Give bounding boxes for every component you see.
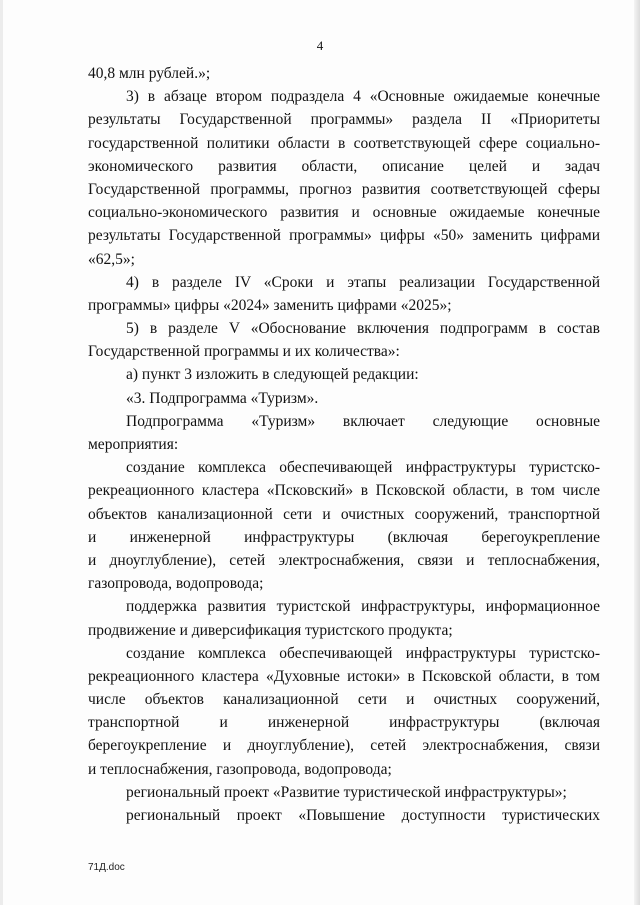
- text-line: транспортной и инженерной инфраструктуры (включая: [88, 714, 600, 732]
- text-line: 40,8 млн рублей.»;: [88, 65, 211, 82]
- text-line: рекреационного кластера «Псковский» в Псковской области, в том числе: [88, 482, 600, 500]
- text-line: мероприятия:: [88, 436, 179, 453]
- text-line: и теплоснабжения, газопровода, водопровода;: [88, 760, 392, 778]
- text-line: 5) в разделе V «Обоснование включения подпрограмм в состав: [126, 320, 600, 338]
- text-line: 4) в разделе IV «Сроки и этапы реализации Государственной: [126, 273, 600, 291]
- text-line: Государственной программы и их количества»:: [88, 343, 400, 361]
- text-line: государственной политики области в соответствующей сфере социально-: [88, 134, 600, 152]
- footer-filename: 71Д.doc: [88, 862, 125, 873]
- scan-edge-right: [634, 0, 640, 905]
- text-line: объектов канализационной сети и очистных сооружений, транспортной: [88, 505, 600, 523]
- text-line: «62,5»;: [88, 250, 135, 268]
- text-line: поддержка развития туристской инфраструктуры, информационное: [126, 598, 600, 616]
- paragraph: [88, 595, 600, 641]
- text-line: региональный проект «Повышение доступности туристических: [126, 807, 600, 824]
- text-line: рекреационного кластера «Духовные истоки» в Псковской области, в том: [88, 667, 600, 685]
- text-line: 3) в абзаце втором подраздела 4 «Основные ожидаемые конечные: [126, 88, 600, 106]
- text-line: результаты Государственной программы» раздела II «Приоритеты: [88, 111, 600, 129]
- text-line: продвижение и диверсификация туристского продукта;: [88, 621, 453, 639]
- paragraph: [88, 781, 600, 804]
- text-line: а) пункт 3 изложить в следующей редакции:: [126, 366, 419, 384]
- text-line: региональный проект «Развитие туристической инфраструктуры»;: [126, 783, 567, 801]
- text-line: результаты Государственной программы» цифры «50» заменить цифрами: [88, 227, 600, 245]
- document-body: [88, 62, 600, 827]
- text-line: создание комплекса обеспечивающей инфраструктуры туристско-: [126, 459, 600, 477]
- page-number: 4: [316, 38, 324, 53]
- text-line: социально-экономического развития и основные ожидаемые конечные: [88, 204, 600, 222]
- paragraph: [88, 85, 600, 271]
- paragraph: [88, 62, 600, 85]
- text-line: и инженерной инфраструктуры (включая берегоукрепление: [88, 528, 600, 546]
- text-line: числе объектов канализационной сети и очистных сооружений,: [88, 691, 600, 709]
- paragraph: [88, 804, 600, 827]
- paragraph: [88, 271, 600, 317]
- paragraph: [88, 456, 600, 595]
- paragraph: [88, 387, 600, 410]
- text-line: газопровода, водопровода;: [88, 575, 264, 593]
- text-line: программы» цифры «2024» заменить цифрами «2025»;: [88, 296, 452, 314]
- text-line: берегоукрепление и дноуглубление), сетей электроснабжения, связи: [88, 737, 600, 755]
- paragraph: [88, 410, 600, 456]
- text-line: создание комплекса обеспечивающей инфраструктуры туристско-: [126, 644, 600, 662]
- paragraph: [88, 363, 600, 386]
- text-line: Подпрограмма «Туризм» включает следующие основные: [126, 412, 600, 430]
- paragraph: [88, 642, 600, 781]
- text-line: Государственной программы, прогноз развития соответствующей сферы: [88, 180, 600, 198]
- text-line: и дноуглубление), сетей электроснабжения, связи и теплоснабжения,: [88, 551, 600, 569]
- text-line: «3. Подпрограмма «Туризм».: [126, 389, 319, 407]
- scan-edge-left: [0, 0, 3, 905]
- paragraph: [88, 317, 600, 363]
- text-line: экономического развития области, описание целей и задач: [88, 157, 600, 175]
